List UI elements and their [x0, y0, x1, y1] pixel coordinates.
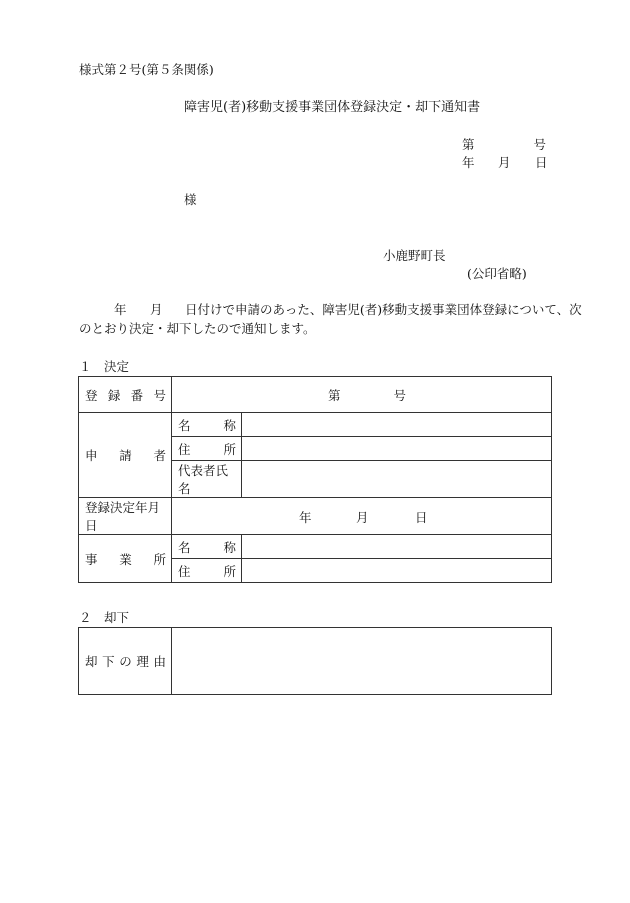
ref-number-prefix: 第 — [462, 137, 475, 152]
rejection-reason-row — [79, 628, 552, 695]
office-address-value[interactable] — [242, 559, 552, 583]
seal-note: (公印省略) — [467, 266, 527, 281]
decision-date-month: 月 — [356, 510, 369, 525]
decision-date-value — [172, 498, 552, 535]
registration-number-prefix: 第 — [328, 387, 341, 403]
decision-table — [78, 376, 552, 583]
applicant-row-name — [79, 413, 552, 437]
registration-number-label: 登 録 番 号 — [79, 377, 172, 413]
section2-heading: ２ 却下 — [79, 610, 130, 625]
office-label: 事 業 所 — [79, 535, 172, 583]
rejection-reason-value[interactable] — [172, 628, 552, 695]
body-line-2: のとおり決定・却下したので通知します。 — [79, 321, 316, 336]
rejection-table — [78, 627, 552, 695]
decision-date-row — [79, 498, 552, 535]
decision-date-label: 登録決定年月日 — [79, 498, 172, 535]
form-number: 様式第２号(第５条関係) — [79, 62, 214, 77]
registration-number-row — [79, 377, 552, 413]
applicant-address-value[interactable] — [242, 437, 552, 461]
office-name-label: 名 称 — [172, 535, 242, 559]
section1-heading: １ 決定 — [79, 359, 130, 374]
issuer-name: 小鹿野町長 — [383, 248, 446, 263]
registration-number-suffix: 号 — [393, 387, 406, 403]
reference-number — [462, 135, 546, 153]
document-title: 障害児(者)移動支援事業団体登録決定・却下通知書 — [184, 100, 481, 115]
applicant-name-value[interactable] — [242, 413, 552, 437]
rejection-reason-label: 却 下 の 理 由 — [79, 628, 172, 695]
issue-date-year: 年 — [462, 155, 475, 170]
ref-number-suffix: 号 — [533, 137, 546, 152]
applicant-label: 申 請 者 — [79, 413, 172, 498]
body-year: 年 — [114, 302, 127, 317]
decision-date-year: 年 — [299, 510, 312, 525]
recipient-suffix: 様 — [184, 192, 197, 207]
issue-date-month: 月 — [498, 155, 511, 170]
office-row-name — [79, 535, 552, 559]
office-name-value[interactable] — [242, 535, 552, 559]
applicant-name-label: 名 称 — [172, 413, 242, 437]
applicant-address-label: 住 所 — [172, 437, 242, 461]
office-address-label: 住 所 — [172, 559, 242, 583]
body-line-1 — [79, 300, 582, 320]
issue-date — [462, 153, 552, 171]
body-line-1-rest: 日付けで申請のあった、障害児(者)移動支援事業団体登録について、次 — [185, 302, 582, 317]
body-month: 月 — [150, 302, 163, 317]
registration-number-value — [172, 377, 552, 413]
applicant-representative-value[interactable] — [242, 461, 552, 498]
applicant-representative-label: 代表者氏名 — [172, 461, 242, 498]
decision-date-day: 日 — [415, 510, 428, 525]
issue-date-day: 日 — [535, 155, 548, 170]
